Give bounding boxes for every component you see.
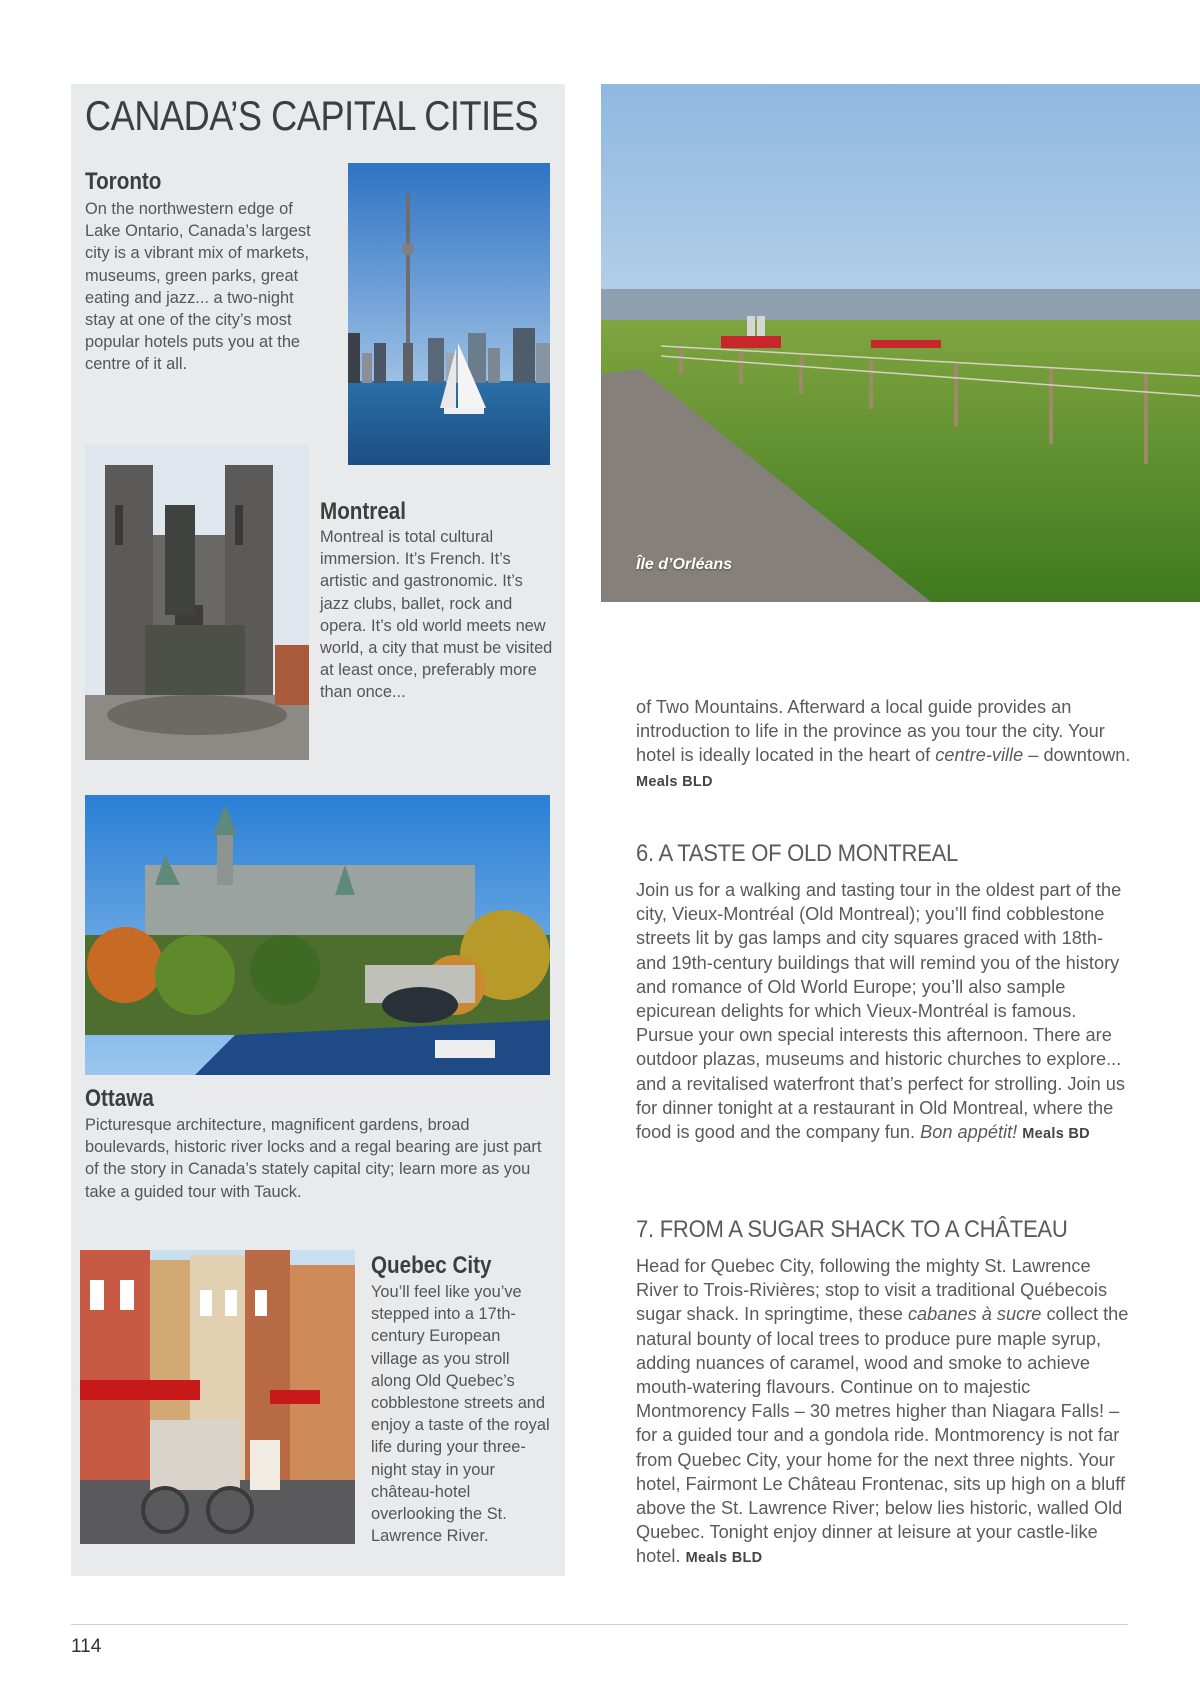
intro-text-after: – downtown. xyxy=(1023,745,1131,766)
section-7-text-after: collect the natural bounty of local trees to produce pure maple syrup, adding nuances of caramel, wood and smoke to achieve mouth-watering flavours. Continue on to majestic Montmorency Falls – 30 metres higher than Niagara Falls! – for a guided tour and a gondola ride. Montmorency is not far from Quebec City, your home for the next three nights. Your hotel, Fairmont Le Château Frontenac, sits up high on a bluff above the St. Lawrence River; below lies historic, walled Old Quebec. Tonight enjoy dinner at leisure at your castle-like hotel. xyxy=(636,1304,1129,1567)
page-number: 114 xyxy=(71,1636,102,1657)
section-7-italic: cabanes à sucre xyxy=(907,1304,1042,1325)
intro-meals: Meals BLD xyxy=(636,773,713,790)
intro-italic: centre-ville xyxy=(935,745,1024,766)
city-name-montreal: Montreal xyxy=(320,498,407,525)
section-7-heading: 7. FROM A SUGAR SHACK TO A CHÂTEAU xyxy=(636,1216,1068,1243)
intro-text: of Two Mountains. Afterward a local guide provides an introduction to life in the province as you tour the city. Your hotel is ideally located in the heart of xyxy=(636,697,1105,766)
ile-dorleans-photo xyxy=(601,84,1200,602)
footer-rule xyxy=(71,1624,1128,1625)
section-6-text: Join us for a walking and tasting tour in the oldest part of the city, Vieux-Montréal (Old Montreal); you’ll find cobblestone streets lit by gas lamps and city squares graced with 18th- and 19th-century buildings that will remind you of the history and romance of Old World Europe; you’ll also sample epicurean delights for which Vieux-Montréal is famous. Pursue your own special interests this afternoon. There are outdoor plazas, museums and historic churches to explore... and a revitalised waterfront that’s perfect for strolling. Join us for dinner tonight at a restaurant in Old Montreal, where the food is good and the company fun. xyxy=(636,880,1125,1143)
section-7-text-before: Head for Quebec City, following the mighty St. Lawrence River to Trois-Rivières; stop to visit a traditional Québecois sugar shack. In springtime, these xyxy=(636,1256,1108,1325)
section-6-paragraph xyxy=(636,878,1134,1146)
city-text-ottawa: Picturesque architecture, magnificent gardens, broad boulevards, historic river locks and a regal bearing are just part of the story in Canada’s stately capital city; learn more as you take a guided tour with Tauck. xyxy=(85,1116,542,1201)
city-text-toronto: On the northwestern edge of Lake Ontario, Canada’s largest city is a vibrant mix of markets, museums, green parks, great eating and jazz... a two-night stay at one of the city’s most popular hotels puts you at the centre of it all. xyxy=(85,200,311,374)
section-6-meals: Meals BD xyxy=(1022,1126,1090,1143)
city-name-toronto: Toronto xyxy=(85,168,162,195)
city-name-quebec-city: Quebec City xyxy=(371,1252,492,1279)
section-7-meals: Meals BLD xyxy=(685,1550,763,1567)
section-6-heading: 6. A TASTE OF OLD MONTREAL xyxy=(636,840,959,867)
ottawa-photo xyxy=(85,795,550,1075)
city-name-ottawa: Ottawa xyxy=(85,1085,154,1112)
photo-caption: Île d’Orléans xyxy=(636,556,733,573)
city-text-quebec-city: You’ll feel like you’ve stepped into a 17th-century European village as you stroll along Old Quebec’s cobblestone streets and enjoy a taste of the royal life during your three-night stay in your château-hotel overlooking the St. Lawrence River. xyxy=(371,1283,550,1546)
quebec-city-photo xyxy=(80,1250,355,1544)
city-text-montreal: Montreal is total cultural immersion. It’s French. It’s artistic and gastronomic. It’s jazz clubs, ballet, rock and opera. It’s old world meets new world, a city that must be visited at least once, preferably more than once... xyxy=(320,528,553,702)
intro-paragraph xyxy=(636,695,1134,794)
montreal-photo xyxy=(85,445,309,760)
section-6-italic: Bon appétit! xyxy=(920,1122,1018,1143)
toronto-photo xyxy=(348,163,550,465)
section-7-paragraph xyxy=(636,1254,1134,1571)
sidebar-title: CANADA’S CAPITAL CITIES xyxy=(85,92,539,139)
